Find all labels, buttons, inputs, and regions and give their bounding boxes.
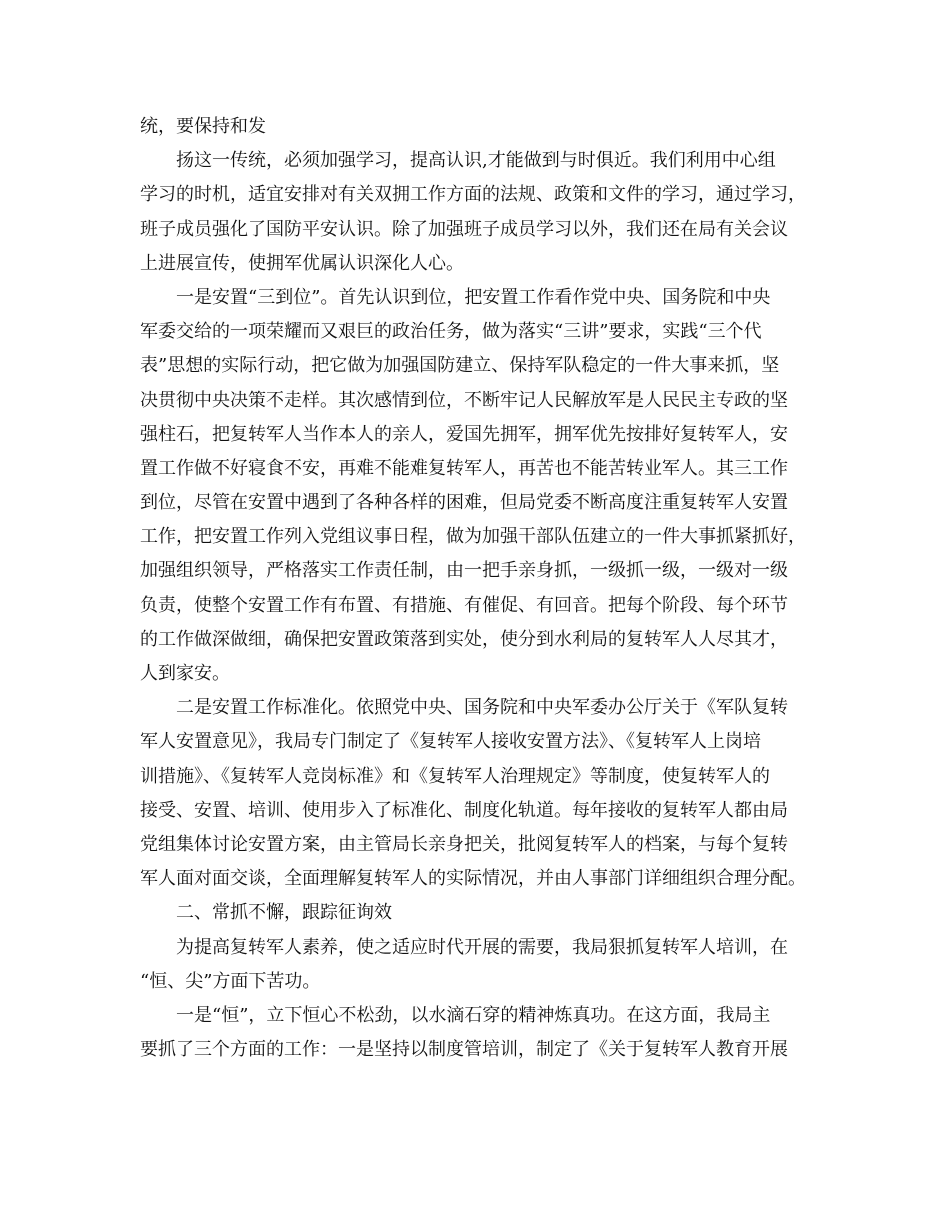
text-line: 加强组织领导，严格落实工作责任制，由一把手亲身抓，一级抓一级，一级对一级 xyxy=(140,560,788,582)
text-line: 人到家安。 xyxy=(140,663,230,684)
text-line: 一是“恒”，立下恒心不松劲，以水滴石穿的精神炼真功。在这方面，我局主 xyxy=(176,1004,771,1026)
text-line: 为提高复转军人素养，使之适应时代开展的需要，我局狠抓复转军人培训，在 xyxy=(176,936,788,958)
document-body xyxy=(140,110,805,1067)
text-line: 扬这一传统，必须加强学习，提高认识,才能做到与时俱近。我们利用中心组 xyxy=(176,150,776,172)
text-line: 工作，把安置工作列入党组议事日程，做为加强干部队伍建立的一件大事抓紧抓好， xyxy=(140,526,806,548)
text-line: 决贯彻中央决策不走样。其次感情到位，不断牢记人民解放军是人民民主专政的坚 xyxy=(140,389,788,411)
text-line: 置工作做不好寝食不安，再难不能难复转军人，再苦也不能苦转业军人。其三工作 xyxy=(140,457,788,479)
text-line: 到位，尽管在安置中遇到了各种各样的困难，但局党委不断高度注重复转军人安置 xyxy=(140,492,788,514)
text-line: “恒、尖”方面下苦功。 xyxy=(140,970,321,992)
text-line: 的工作做深做细，确保把安置政策落到实处，使分到水利局的复转军人人尽其才， xyxy=(140,628,788,650)
text-line: 军人面对面交谈，全面理解复转军人的实际情况，并由人事部门详细组织合理分配。 xyxy=(140,868,806,890)
text-line: 二、常抓不懈，跟踪征询效 xyxy=(176,902,392,924)
text-line: 接受、安置、培训、使用步入了标准化、制度化轨道。每年接收的复转军人都由局 xyxy=(140,799,788,821)
text-line: 学习的时机，适宜安排对有关双拥工作方面的法规、政策和文件的学习，通过学习， xyxy=(140,184,806,206)
text-line: 负责，使整个安置工作有布置、有措施、有催促、有回音。把每个阶段、每个环节 xyxy=(140,594,788,616)
text-line: 二是安置工作标准化。依照党中央、国务院和中央军委办公厅关于《军队复转 xyxy=(176,697,788,719)
text-line: 班子成员强化了国防平安认识。除了加强班子成员学习以外，我们还在局有关会议 xyxy=(140,218,788,240)
text-line: 一是安置“三到位”。首先认识到位，把安置工作看作党中央、国务院和中央 xyxy=(176,286,771,308)
text-line: 表”思想的实际行动，把它做为加强国防建立、保持军队稳定的一件大事来抓，坚 xyxy=(140,355,780,377)
text-line: 军委交给的一项荣耀而又艰巨的政治任务，做为落实“三讲”要求，实践“三个代 xyxy=(140,321,762,343)
text-line: 要抓了三个方面的工作：一是坚持以制度管培训，制定了《关于复转军人教育开展 xyxy=(140,1039,788,1061)
text-line: 训措施》、《复转军人竞岗标准》和《复转军人治理规定》等制度，使复转军人的 xyxy=(140,765,770,787)
text-line: 强柱石，把复转军人当作本人的亲人，爱国先拥军，拥军优先按排好复转军人，安 xyxy=(140,423,788,445)
text-line: 党组集体讨论安置方案，由主管局长亲身把关，批阅复转军人的档案，与每个复转 xyxy=(140,833,788,855)
text-line: 上进展宣传，使拥军优属认识深化人心。 xyxy=(140,252,464,274)
text-line: 统，要保持和发 xyxy=(140,116,266,137)
text-line: 军人安置意见》，我局专门制定了《复转军人接收安置方法》、《复转军人上岗培 xyxy=(140,731,761,753)
